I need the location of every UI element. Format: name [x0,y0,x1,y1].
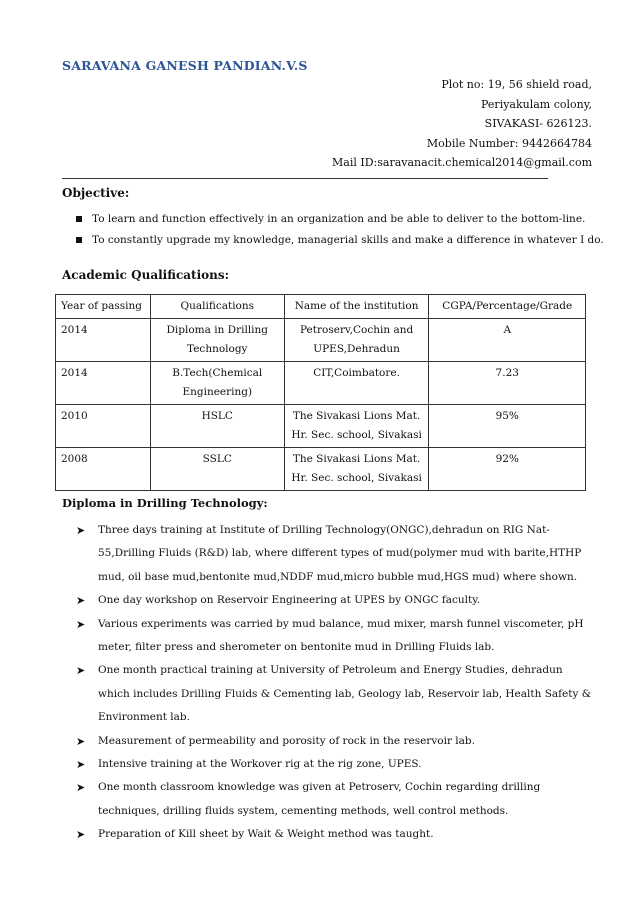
arrow-bullet-icon: ➤ [76,828,86,842]
table-header-row [56,295,586,319]
list-item [76,613,596,660]
square-bullet-icon [76,216,82,222]
academic-heading: Academic Qualifications: [62,268,230,282]
diploma-text: One month practical training at University of Petroleum and Energy Studies, dehradun which includes Drilling Fluids & Cementing lab, Geology lab, Reservoir lab, Health Safety & Environment lab. [98,664,592,724]
list-item [76,659,596,729]
email-address[interactable]: Mail ID:saravanacit.chemical2014@gmail.com [332,156,592,169]
objective-text: To learn and function effectively in an organization and be able to deliver to the bottom-line. [92,213,586,225]
table-row [56,319,586,362]
table-cell: A [429,319,586,362]
table-row [56,362,586,405]
list-item [76,209,604,230]
contact-block [292,75,592,173]
table-cell: Diploma in Drilling Technology [150,319,284,362]
list-item [76,776,596,823]
arrow-bullet-icon: ➤ [76,524,86,537]
table-cell: SSLC [150,448,284,491]
table-cell: 7.23 [429,362,586,405]
table-cell: B.Tech(Chemical Engineering) [150,362,284,405]
address-line: SIVAKASI- 626123. [484,117,592,130]
table-cell: Petroserv,Cochin and UPES,Dehradun [284,319,429,362]
list-item [76,519,596,589]
list-item [76,589,596,612]
table-cell: 92% [429,448,586,491]
arrow-bullet-icon: ➤ [76,781,86,795]
column-header: CGPA/Percentage/Grade [429,295,586,319]
table-row [56,448,586,491]
list-item [76,730,596,753]
column-header: Name of the institution [284,295,429,319]
table-cell: 2008 [56,448,151,491]
table-cell: 2014 [56,362,151,405]
diploma-list [76,519,596,847]
arrow-bullet-icon: ➤ [76,594,86,608]
diploma-text: Intensive training at the Workover rig at the rig zone, UPES. [98,758,422,771]
list-item [76,230,604,251]
list-item [76,823,596,846]
table-row [56,405,586,448]
list-item [76,753,596,776]
arrow-bullet-icon: ➤ [76,758,86,772]
objective-text: To constantly upgrade my knowledge, managerial skills and make a difference in whatever I do. [92,234,604,246]
column-header: Year of passing [56,295,151,319]
table-cell: The Sivakasi Lions Mat. Hr. Sec. school, Sivakasi [284,405,429,448]
objective-heading: Objective: [62,186,130,200]
arrow-bullet-icon: ➤ [76,734,86,748]
table-cell: 2014 [56,319,151,362]
diploma-text: Three days training at Institute of Drilling Technology(ONGC),dehradun on RIG Nat-55,Drilling Fluids (R&D) lab, where different types of mud(polymer mud with barite,HTHP mud, oil base mud,bentonite mud,NDDF mud,micro bubble mud,HGS mud) where shown. [98,524,582,583]
diploma-text: Preparation of Kill sheet by Wait & Weight method was taught. [98,828,434,841]
diploma-heading: Diploma in Drilling Technology: [62,496,268,510]
candidate-name: SARAVANA GANESH PANDIAN.V.S [62,58,308,73]
table-cell: The Sivakasi Lions Mat. Hr. Sec. school, Sivakasi [284,448,429,491]
diploma-text: Various experiments was carried by mud balance, mud mixer, marsh funnel viscometer, pH meter, filter press and sherometer on bentonite mud in Drilling Fluids lab. [98,617,584,654]
arrow-bullet-icon: ➤ [76,664,86,678]
address-line: Plot no: 19, 56 shield road, [441,78,592,91]
address-line: Periyakulam colony, [481,97,592,111]
diploma-text: One month classroom knowledge was given at Petroserv, Cochin regarding drilling techniques, drilling fluids system, cementing methods, well control methods. [98,781,541,817]
diploma-text: Measurement of permeability and porosity of rock in the reservoir lab. [98,734,475,747]
arrow-bullet-icon: ➤ [76,617,86,631]
mobile-number: Mobile Number: 9442664784 [426,136,592,150]
qualifications-table [55,294,586,491]
table-cell: 2010 [56,405,151,448]
diploma-text: One day workshop on Reservoir Engineering at UPES by ONGC faculty. [98,594,481,607]
table-cell: HSLC [150,405,284,448]
header-divider [62,178,548,179]
objective-list [76,209,604,251]
table-cell: 95% [429,405,586,448]
column-header: Qualifications [150,295,284,319]
square-bullet-icon [76,237,82,243]
table-cell: CIT,Coimbatore. [284,362,429,405]
